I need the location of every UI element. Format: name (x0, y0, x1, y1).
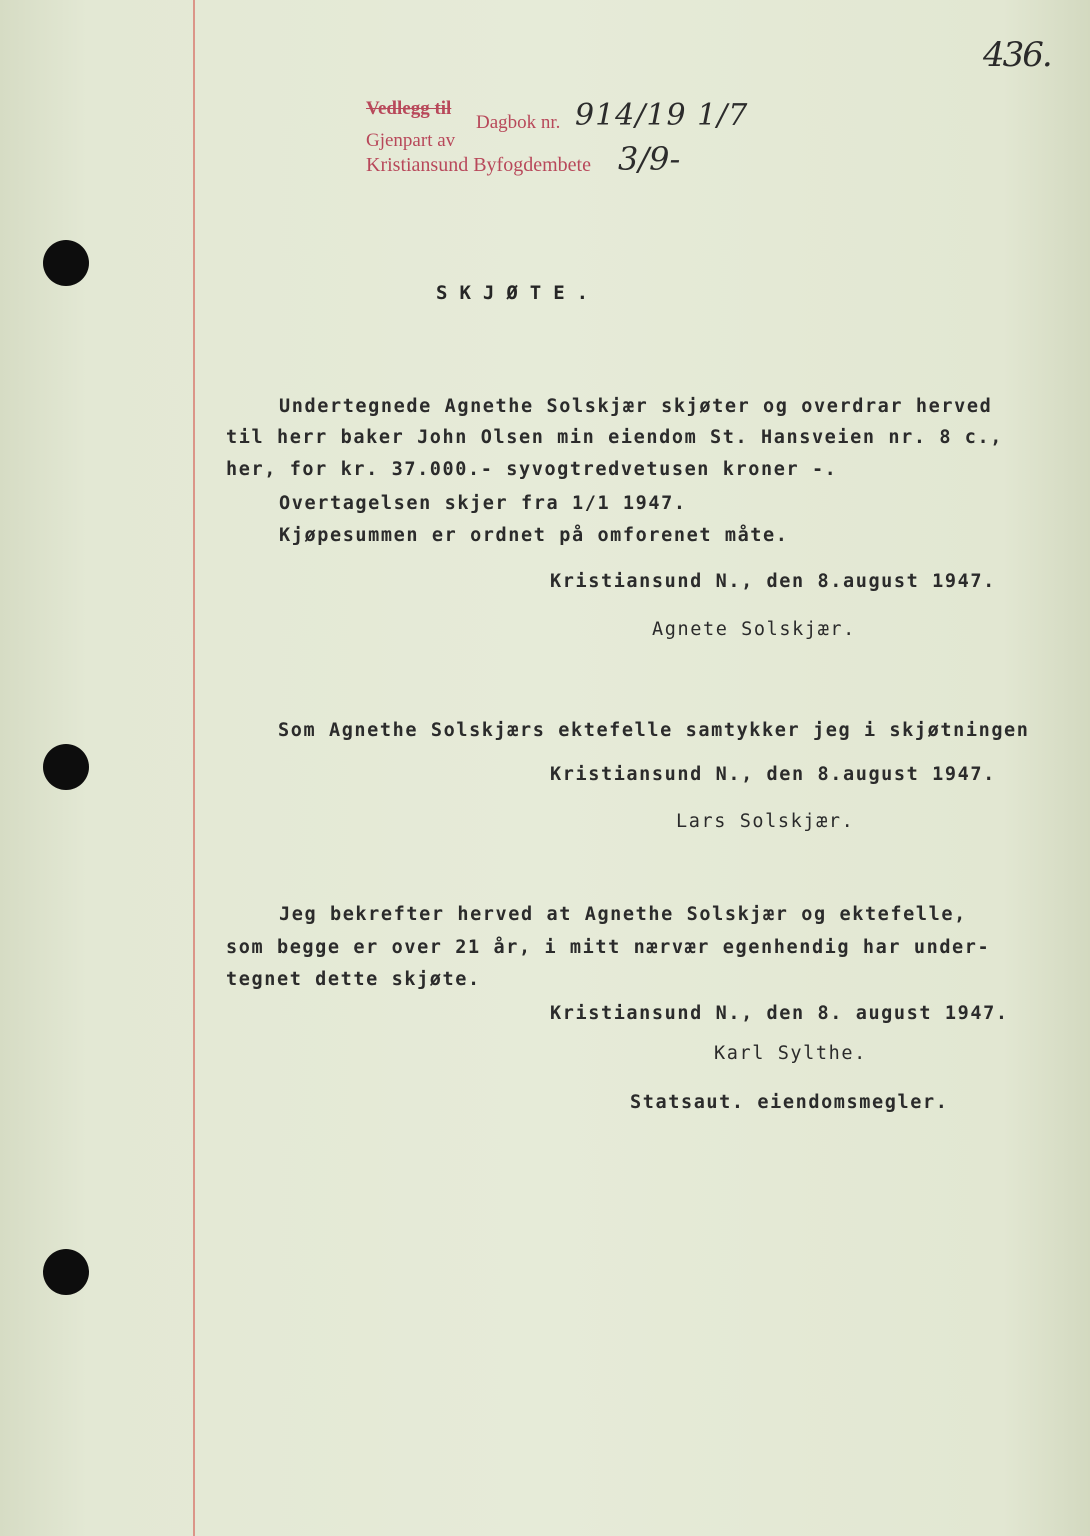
signature: Karl Sylthe. (714, 1043, 867, 1064)
body-line: til herr baker John Olsen min eiendom St. Hansveien nr. 8 c., (226, 427, 1004, 448)
stamp-dagbok-label: Dagbok nr. (476, 112, 561, 133)
place-date: Kristiansund N., den 8.august 1947. (550, 764, 996, 785)
punch-hole (43, 240, 89, 286)
signature: Agnete Solskjær. (652, 619, 856, 640)
margin-rule (193, 0, 195, 1536)
body-line: Overtagelsen skjer fra 1/1 1947. (279, 493, 687, 514)
body-line: tegnet dette skjøte. (226, 969, 481, 990)
stamp-struck-text: Vedlegg til (366, 98, 452, 119)
signature: Lars Solskjær. (676, 811, 855, 832)
signer-title: Statsaut. eiendomsmegler. (630, 1092, 949, 1113)
body-line: Jeg bekrefter herved at Agnethe Solskjær og ektefelle, (279, 904, 967, 925)
body-line: Undertegnede Agnethe Solskjær skjøter og overdrar herved (279, 396, 993, 417)
stamp-copy-label: Gjenpart av (366, 130, 456, 151)
page-number: 436. (983, 35, 1051, 75)
body-line: som begge er over 21 år, i mitt nærvær egenhendig har under- (226, 937, 991, 958)
handwritten-date: 3/9- (618, 140, 681, 178)
document-title: SKJØTE. (436, 282, 601, 304)
body-line: Kjøpesummen er ordnet på omforenet måte. (279, 525, 789, 546)
body-line: her, for kr. 37.000.- syvogtredvetusen kroner -. (226, 459, 838, 480)
punch-hole (43, 1249, 89, 1295)
handwritten-dagbok-number: 914/19 1/7 (575, 98, 749, 133)
body-line: Som Agnethe Solskjærs ektefelle samtykker jeg i skjøtningen (278, 720, 1030, 741)
stamp-office-name: Kristiansund Byfogdembete (366, 154, 591, 176)
place-date: Kristiansund N., den 8. august 1947. (550, 1003, 1009, 1024)
punch-hole (43, 744, 89, 790)
place-date: Kristiansund N., den 8.august 1947. (550, 571, 996, 592)
